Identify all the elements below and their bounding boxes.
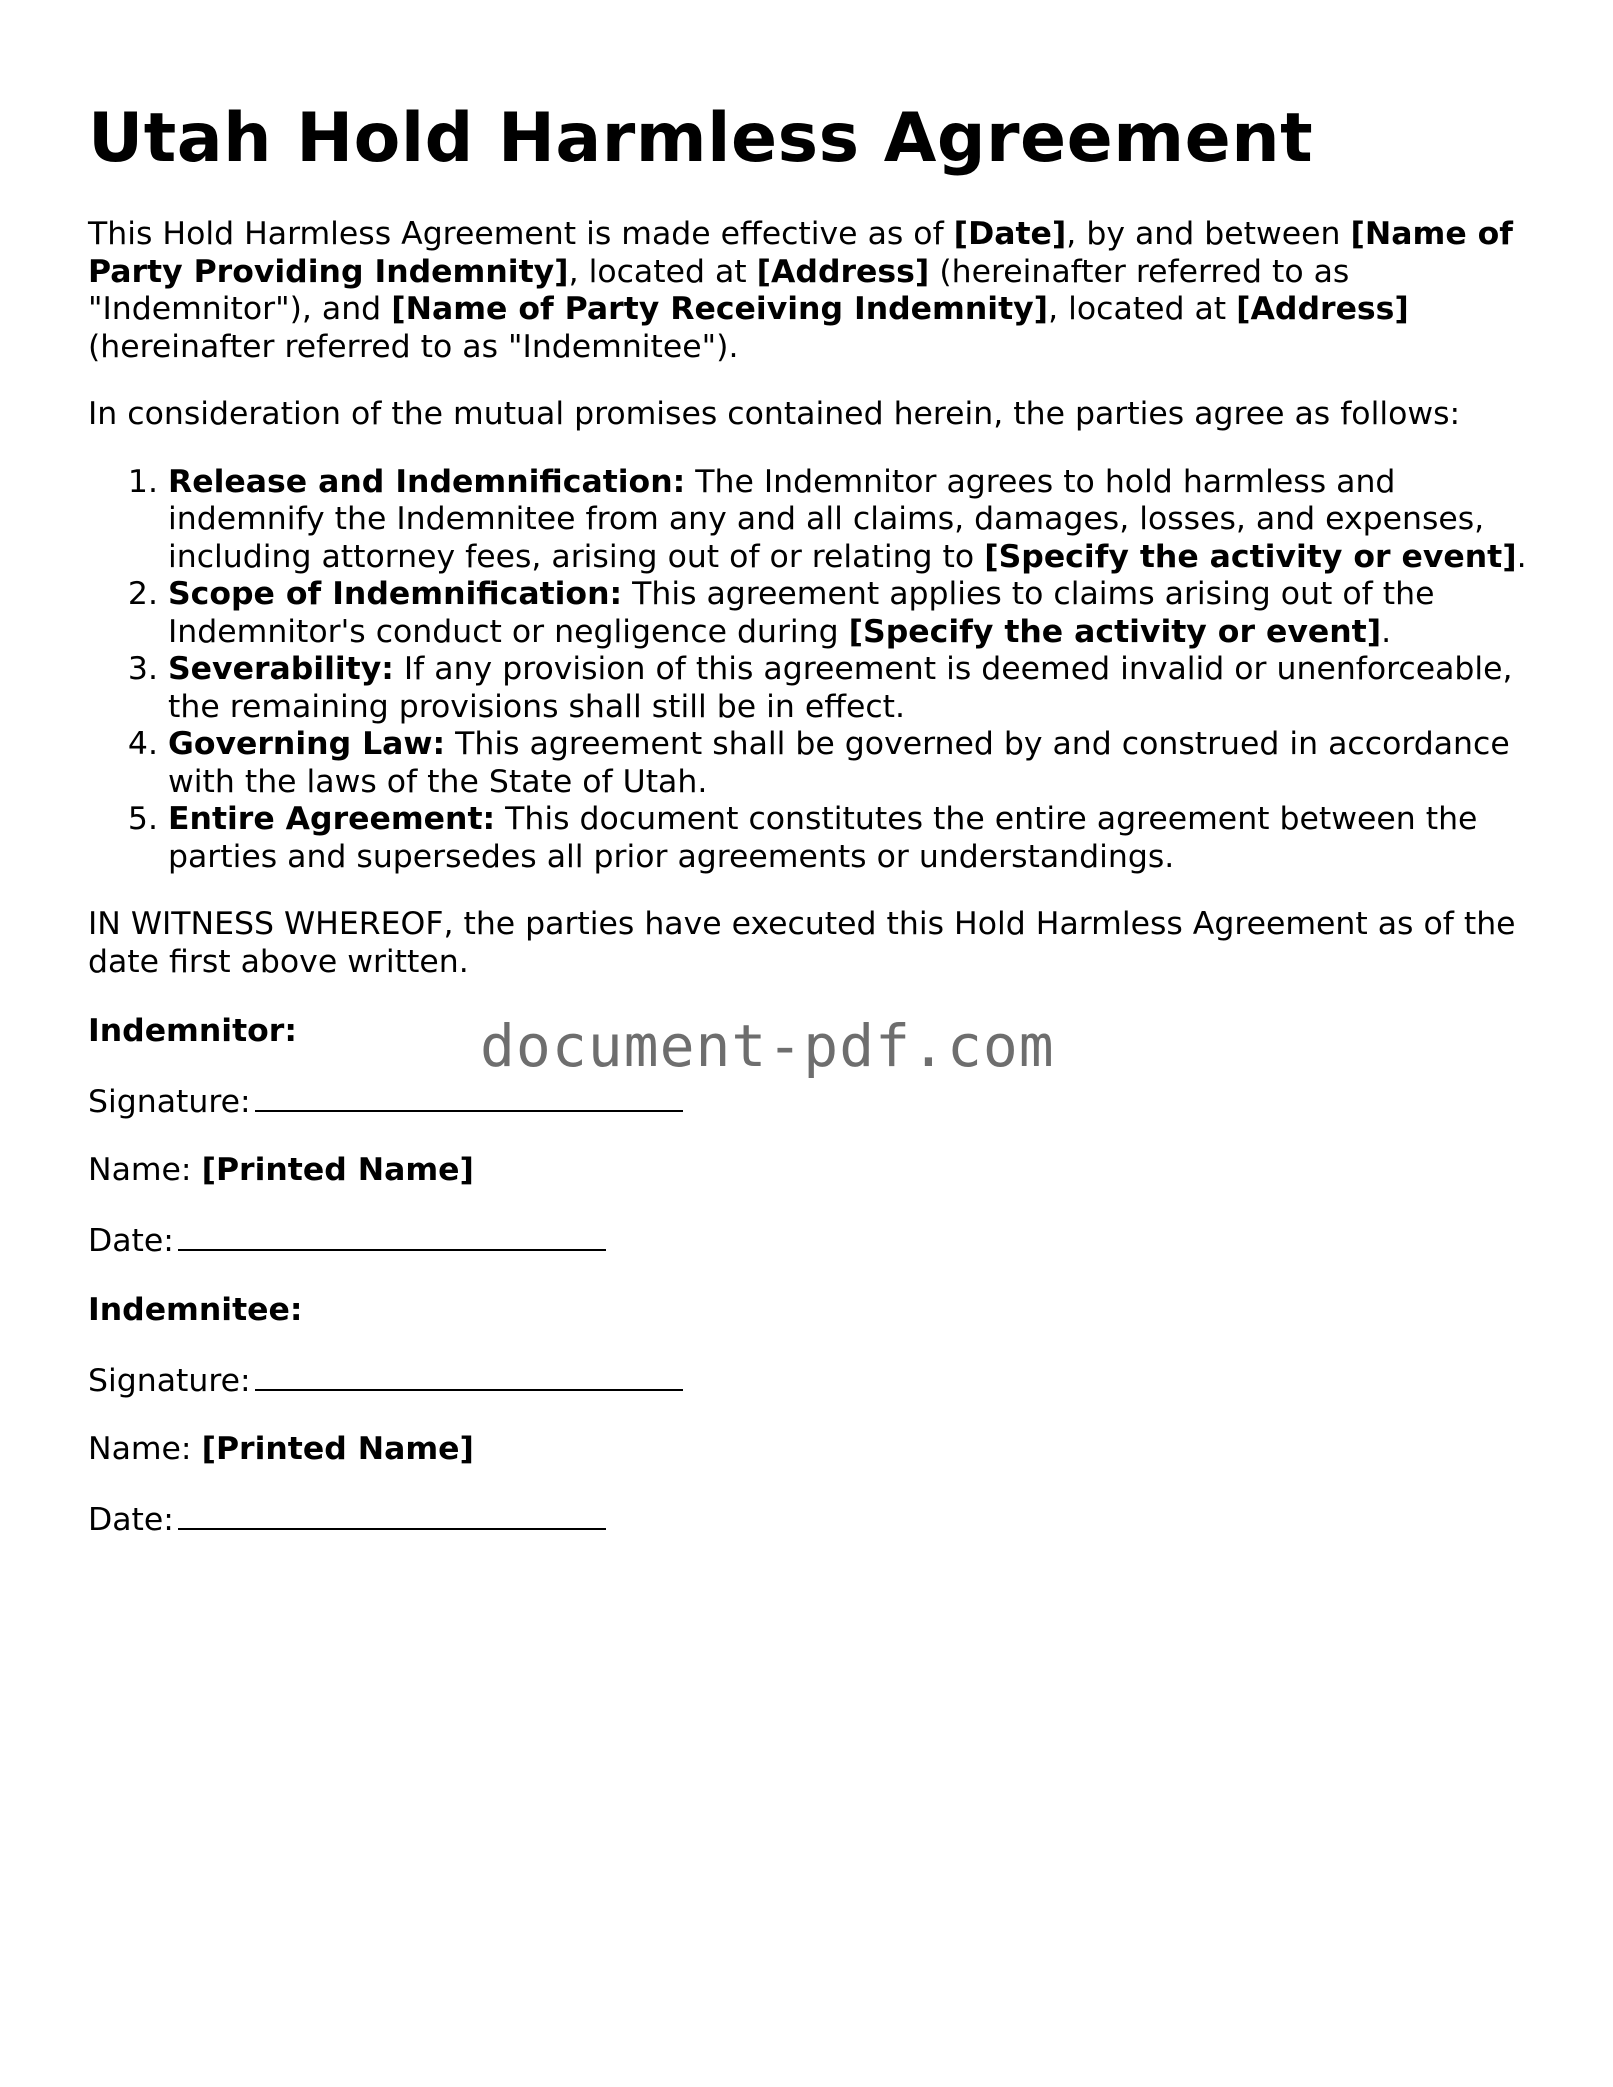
indemnitee-name-row: Name: [Printed Name] xyxy=(88,1431,474,1468)
indemnitor-date-field[interactable] xyxy=(178,1221,606,1251)
clause-entire-agreement: 5. Entire Agreement: This document constitutes the entire agreement between the parties and supersedes all prior agreements or understandings. xyxy=(168,801,1528,876)
indemnitor-date-row: Date: xyxy=(88,1221,1528,1261)
indemnitee-signature-field[interactable] xyxy=(255,1361,683,1391)
indemnitor-name-placeholder: [Name of Party Providing Indemnity] xyxy=(88,216,1513,290)
clause-scope: 2. Scope of Indemnification: This agreement applies to claims arising out of the Indemnitor's conduct or negligence during [Specify the activity or event]. xyxy=(168,576,1528,651)
clause-list xyxy=(88,464,1528,877)
indemnitor-printed-name: [Printed Name] xyxy=(201,1152,474,1189)
intro-paragraph: This Hold Harmless Agreement is made effective as of [Date], by and between [Name of Party Providing Indemnity], located at [Address] (hereinafter referred to as "Indemnitor"), and [Name of Party Receiving Indemnity], located at [Address] (hereinafter referred to as "Indemnitee"). xyxy=(88,216,1513,365)
clause-severability: 3. Severability: If any provision of this agreement is deemed invalid or unenforceable, the remaining provisions shall still be in effect. xyxy=(168,651,1528,726)
indemnitee-printed-name: [Printed Name] xyxy=(201,1431,474,1468)
indemnitee-heading: Indemnitee: xyxy=(88,1292,303,1329)
indemnitee-name-placeholder: [Name of Party Receiving Indemnity] xyxy=(391,291,1049,328)
agreement-body xyxy=(88,100,1528,1539)
indemnitor-signature-row: Signature: xyxy=(88,1082,1528,1122)
indemnitee-address-placeholder: [Address] xyxy=(1236,291,1409,328)
date-placeholder: [Date] xyxy=(953,216,1067,253)
indemnitee-date-row: Date: xyxy=(88,1500,1528,1540)
indemnitor-signature-field[interactable] xyxy=(255,1082,683,1112)
indemnitor-name-row: Name: [Printed Name] xyxy=(88,1152,474,1189)
clause-release: 1. Release and Indemnification: The Indemnitor agrees to hold harmless and indemnify the Indemnitee from any and all claims, damages, losses, and expenses, including attorney fees, arising out of or relating to [Specify the activity or event]. xyxy=(168,464,1528,577)
indemnitee-signature-row: Signature: xyxy=(88,1361,1528,1401)
indemnitor-address-placeholder: [Address] xyxy=(756,253,930,290)
clause-governing-law: 4. Governing Law: This agreement shall be governed by and construed in accordance with the laws of the State of Utah. xyxy=(168,726,1528,801)
document-title: Utah Hold Harmless Agreement xyxy=(88,99,1314,178)
consideration-paragraph: In consideration of the mutual promises contained herein, the parties agree as follows: xyxy=(88,396,1461,433)
witness-paragraph: IN WITNESS WHEREOF, the parties have executed this Hold Harmless Agreement as of the date first above written. xyxy=(88,906,1516,980)
watermark-text: document-pdf.com xyxy=(480,1012,1055,1080)
indemnitor-heading: Indemnitor: xyxy=(88,1013,297,1050)
indemnitee-date-field[interactable] xyxy=(178,1500,606,1530)
